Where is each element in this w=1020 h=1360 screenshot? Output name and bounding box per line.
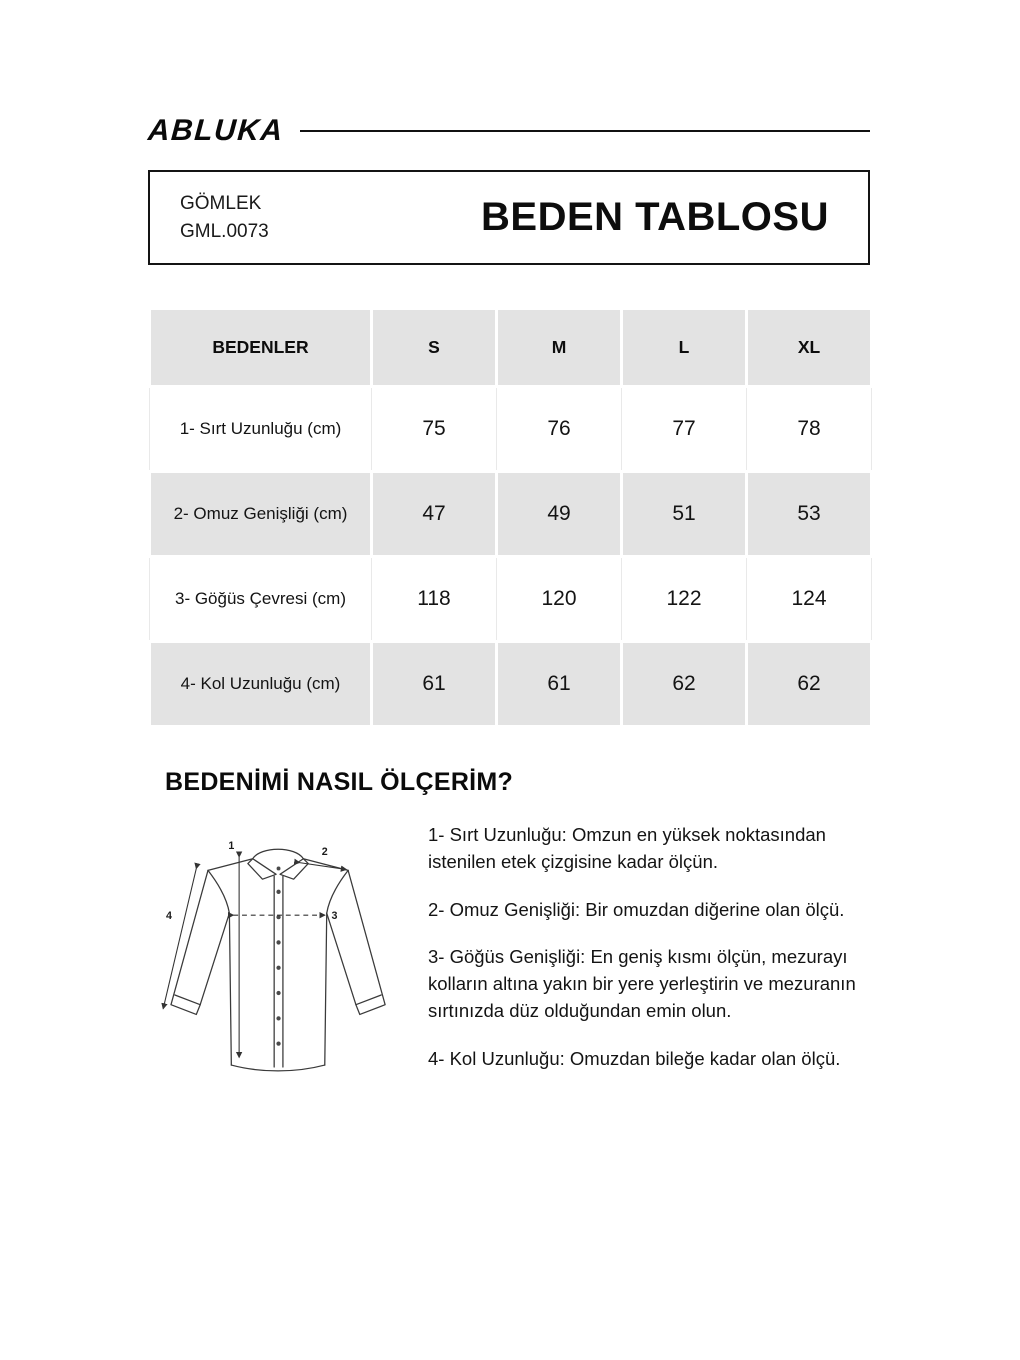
logo-divider-line bbox=[300, 130, 870, 132]
column-header-s: S bbox=[372, 309, 497, 387]
row-label: 1- Sırt Uzunluğu (cm) bbox=[150, 387, 372, 472]
row-label: 4- Kol Uzunluğu (cm) bbox=[150, 642, 372, 727]
product-type-label: GÖMLEK bbox=[180, 192, 262, 214]
shirt-outline bbox=[171, 849, 385, 1071]
howto-heading: BEDENİMİ NASIL ÖLÇERİM? bbox=[165, 768, 514, 796]
table-header-row bbox=[150, 309, 872, 387]
diagram-marker-4: 4 bbox=[166, 910, 173, 923]
shirt-diagram-container bbox=[152, 812, 408, 1104]
size-value: 49 bbox=[497, 472, 622, 557]
size-table bbox=[148, 307, 873, 728]
table-row bbox=[150, 472, 872, 557]
logo-row bbox=[148, 114, 870, 148]
header-box bbox=[148, 170, 870, 265]
diagram-marker-1: 1 bbox=[228, 839, 235, 852]
size-value: 120 bbox=[497, 557, 622, 642]
size-value: 47 bbox=[372, 472, 497, 557]
measurement-arrows bbox=[163, 857, 346, 1058]
diagram-marker-3: 3 bbox=[331, 910, 338, 923]
instruction-item: 2- Omuz Genişliği: Bir omuzdan diğerine olan ölçü. bbox=[428, 898, 845, 920]
instruction-item: 1- Sırt Uzunluğu: Omzun en yüksek noktasından istenilen etek çizgisine kadar ölçün. bbox=[428, 824, 826, 872]
size-value: 62 bbox=[747, 642, 872, 727]
size-value: 78 bbox=[747, 387, 872, 472]
table-row bbox=[150, 642, 872, 727]
size-value: 61 bbox=[372, 642, 497, 727]
size-value: 118 bbox=[372, 557, 497, 642]
shirt-measurement-diagram bbox=[152, 812, 408, 1104]
diagram-marker-2: 2 bbox=[321, 845, 328, 858]
size-value: 122 bbox=[622, 557, 747, 642]
page-title: BEDEN TABLOSU bbox=[481, 195, 829, 239]
size-value: 76 bbox=[497, 387, 622, 472]
column-header-bedenler: BEDENLER bbox=[150, 309, 372, 387]
measurement-instructions bbox=[428, 822, 876, 1094]
table-row bbox=[150, 557, 872, 642]
product-code: GML.0073 bbox=[180, 220, 269, 242]
row-label: 2- Omuz Genişliği (cm) bbox=[150, 472, 372, 557]
size-value: 61 bbox=[497, 642, 622, 727]
instruction-item: 4- Kol Uzunluğu: Omuzdan bileğe kadar olan ölçü. bbox=[428, 1047, 841, 1069]
column-header-l: L bbox=[622, 309, 747, 387]
column-header-xl: XL bbox=[747, 309, 872, 387]
product-info bbox=[150, 190, 460, 245]
size-value: 75 bbox=[372, 387, 497, 472]
size-value: 77 bbox=[622, 387, 747, 472]
table-row bbox=[150, 387, 872, 472]
shirt-buttons bbox=[276, 867, 280, 1046]
brand-logo: ABLUKA bbox=[146, 114, 285, 147]
size-value: 53 bbox=[747, 472, 872, 557]
size-value: 62 bbox=[622, 642, 747, 727]
size-value: 124 bbox=[747, 557, 872, 642]
row-label: 3- Göğüs Çevresi (cm) bbox=[150, 557, 372, 642]
size-value: 51 bbox=[622, 472, 747, 557]
column-header-m: M bbox=[497, 309, 622, 387]
instruction-item: 3- Göğüs Genişliği: En geniş kısmı ölçün, mezurayı kolların altına yakın bir yere yerleştirin ve mezuranın sırtınızda düz olduğundan emin olun. bbox=[428, 946, 856, 1022]
